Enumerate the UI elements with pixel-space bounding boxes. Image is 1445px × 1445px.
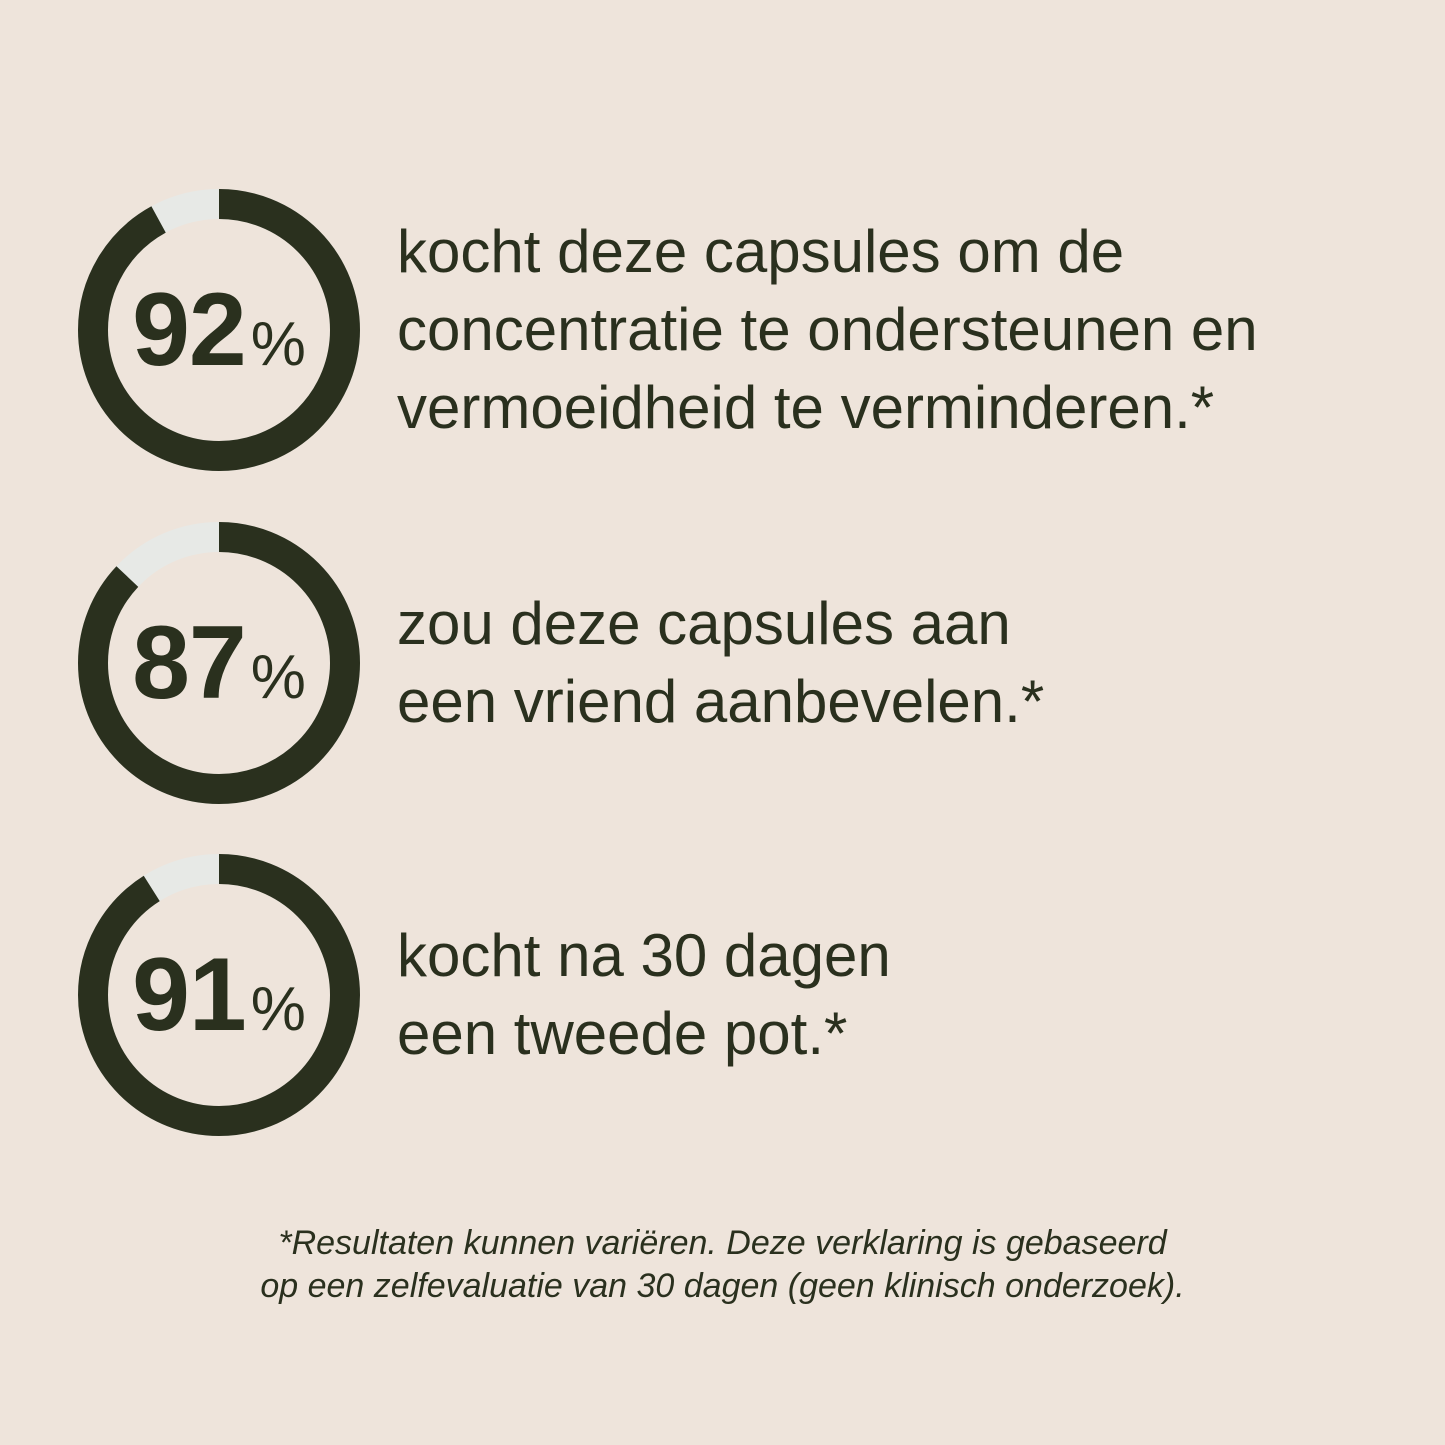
stat-row (78, 854, 891, 1136)
progress-ring-91 (78, 854, 360, 1136)
description-line: vermoeidheid te verminderen.* (397, 374, 1215, 441)
stat-description (397, 213, 1258, 447)
ring-center-label (78, 854, 360, 1136)
stat-row (78, 189, 1258, 471)
percent-sign: % (250, 310, 306, 379)
footnote-line: *Resultaten kunnen variëren. Deze verklaring is gebaseerd (278, 1224, 1167, 1262)
progress-ring-87 (78, 522, 360, 804)
description-line: zou deze capsules aan (397, 590, 1011, 657)
stat-row (78, 522, 1044, 804)
ring-center-label (78, 189, 360, 471)
description-line: concentratie te ondersteunen en (397, 296, 1258, 363)
progress-ring-92 (78, 189, 360, 471)
stat-description (397, 585, 1044, 741)
percent-sign: % (250, 975, 306, 1044)
description-line: een vriend aanbevelen.* (397, 668, 1045, 735)
stat-value: 87 (132, 605, 246, 721)
footnote (0, 1222, 1445, 1308)
percent-sign: % (250, 643, 306, 712)
stat-value: 91 (132, 937, 246, 1053)
ring-center-label (78, 522, 360, 804)
stat-value: 92 (132, 272, 246, 388)
footnote-line: op een zelfevaluatie van 30 dagen (geen klinisch onderzoek). (260, 1267, 1185, 1305)
description-line: kocht deze capsules om de (397, 218, 1125, 285)
description-line: kocht na 30 dagen (397, 922, 891, 989)
description-line: een tweede pot.* (397, 1000, 848, 1067)
stat-description (397, 917, 891, 1073)
